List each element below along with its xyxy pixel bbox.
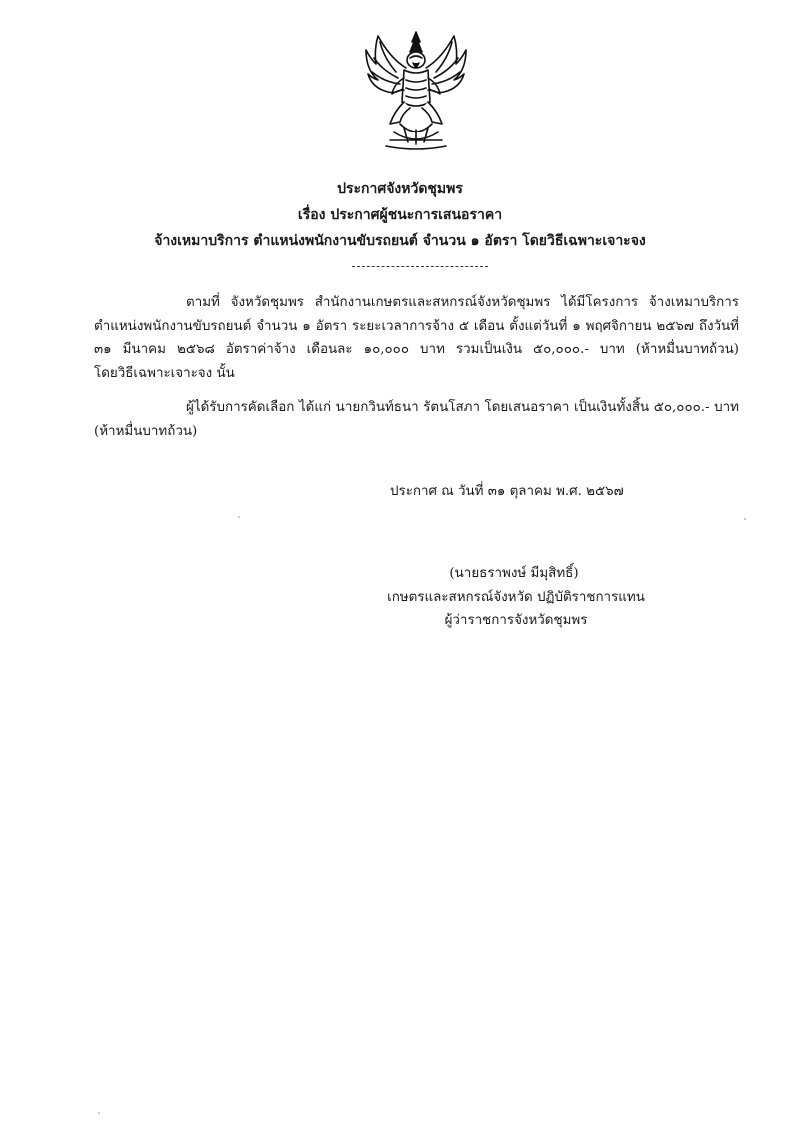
body-paragraph-2 bbox=[94, 396, 739, 443]
signatory-name: (นายธราพงษ์ มีมุสิทธิ์) bbox=[449, 566, 579, 581]
signatory-position: เกษตรและสหกรณ์จังหวัด ปฏิบัติราชการแทน bbox=[387, 590, 645, 605]
scan-speck bbox=[98, 1112, 100, 1114]
scan-speck bbox=[744, 518, 746, 520]
issuer-title: ประกาศจังหวัดชุมพร bbox=[337, 181, 463, 197]
paragraph-line: ตามที่ จังหวัดชุมพร สำนักงานเกษตรและสหกรณ์จังหวัดชุมพร ได้มีโครงการ จ้างเหมาบริการ bbox=[186, 295, 739, 310]
paragraph-line: โดยวิธีเฉพาะเจาะจง นั้น bbox=[94, 365, 235, 381]
garuda-emblem-icon bbox=[360, 28, 472, 150]
header-divider bbox=[352, 266, 488, 267]
signatory-on-behalf: ผู้ว่าราชการจังหวัดชุมพร bbox=[444, 613, 588, 628]
announcement-date: ประกาศ ณ วันที่ ๓๑ ตุลาคม พ.ศ. ๒๕๖๗ bbox=[390, 484, 624, 499]
subject-detail: จ้างเหมาบริการ ตำแหน่งพนักงานขับรถยนต์ จำนวน ๑ อัตรา โดยวิธีเฉพาะเจาะจง bbox=[154, 233, 646, 249]
paragraph-line: ตำแหน่งพนักงานขับรถยนต์ จำนวน ๑ อัตรา ระยะเวลาการจ้าง ๕ เดือน ตั้งแต่วันที่ ๑ พฤศจิกายน ๒๕๖๗ ถึงวันที่ bbox=[94, 318, 739, 334]
paragraph-line: ผู้ได้รับการคัดเลือก ได้แก่ นายกวินท์ธนา รัตนโสภา โดยเสนอราคา เป็นเงินทั้งสิ้น ๕๐,๐๐๐.- บาท bbox=[186, 400, 739, 415]
scan-speck bbox=[238, 516, 240, 518]
paragraph-line: ๓๑ มีนาคม ๒๕๖๘ อัตราค่าจ้าง เดือนละ ๑๐,๐๐๐ บาท รวมเป็นเงิน ๕๐,๐๐๐.- บาท (ห้าหมื่นบาทถ้วน) bbox=[94, 342, 739, 358]
paragraph-line: (ห้าหมื่นบาทถ้วน) bbox=[94, 423, 198, 439]
body-paragraph-1 bbox=[94, 291, 739, 385]
subject-line: เรื่อง ประกาศผู้ชนะการเสนอราคา bbox=[297, 207, 503, 223]
